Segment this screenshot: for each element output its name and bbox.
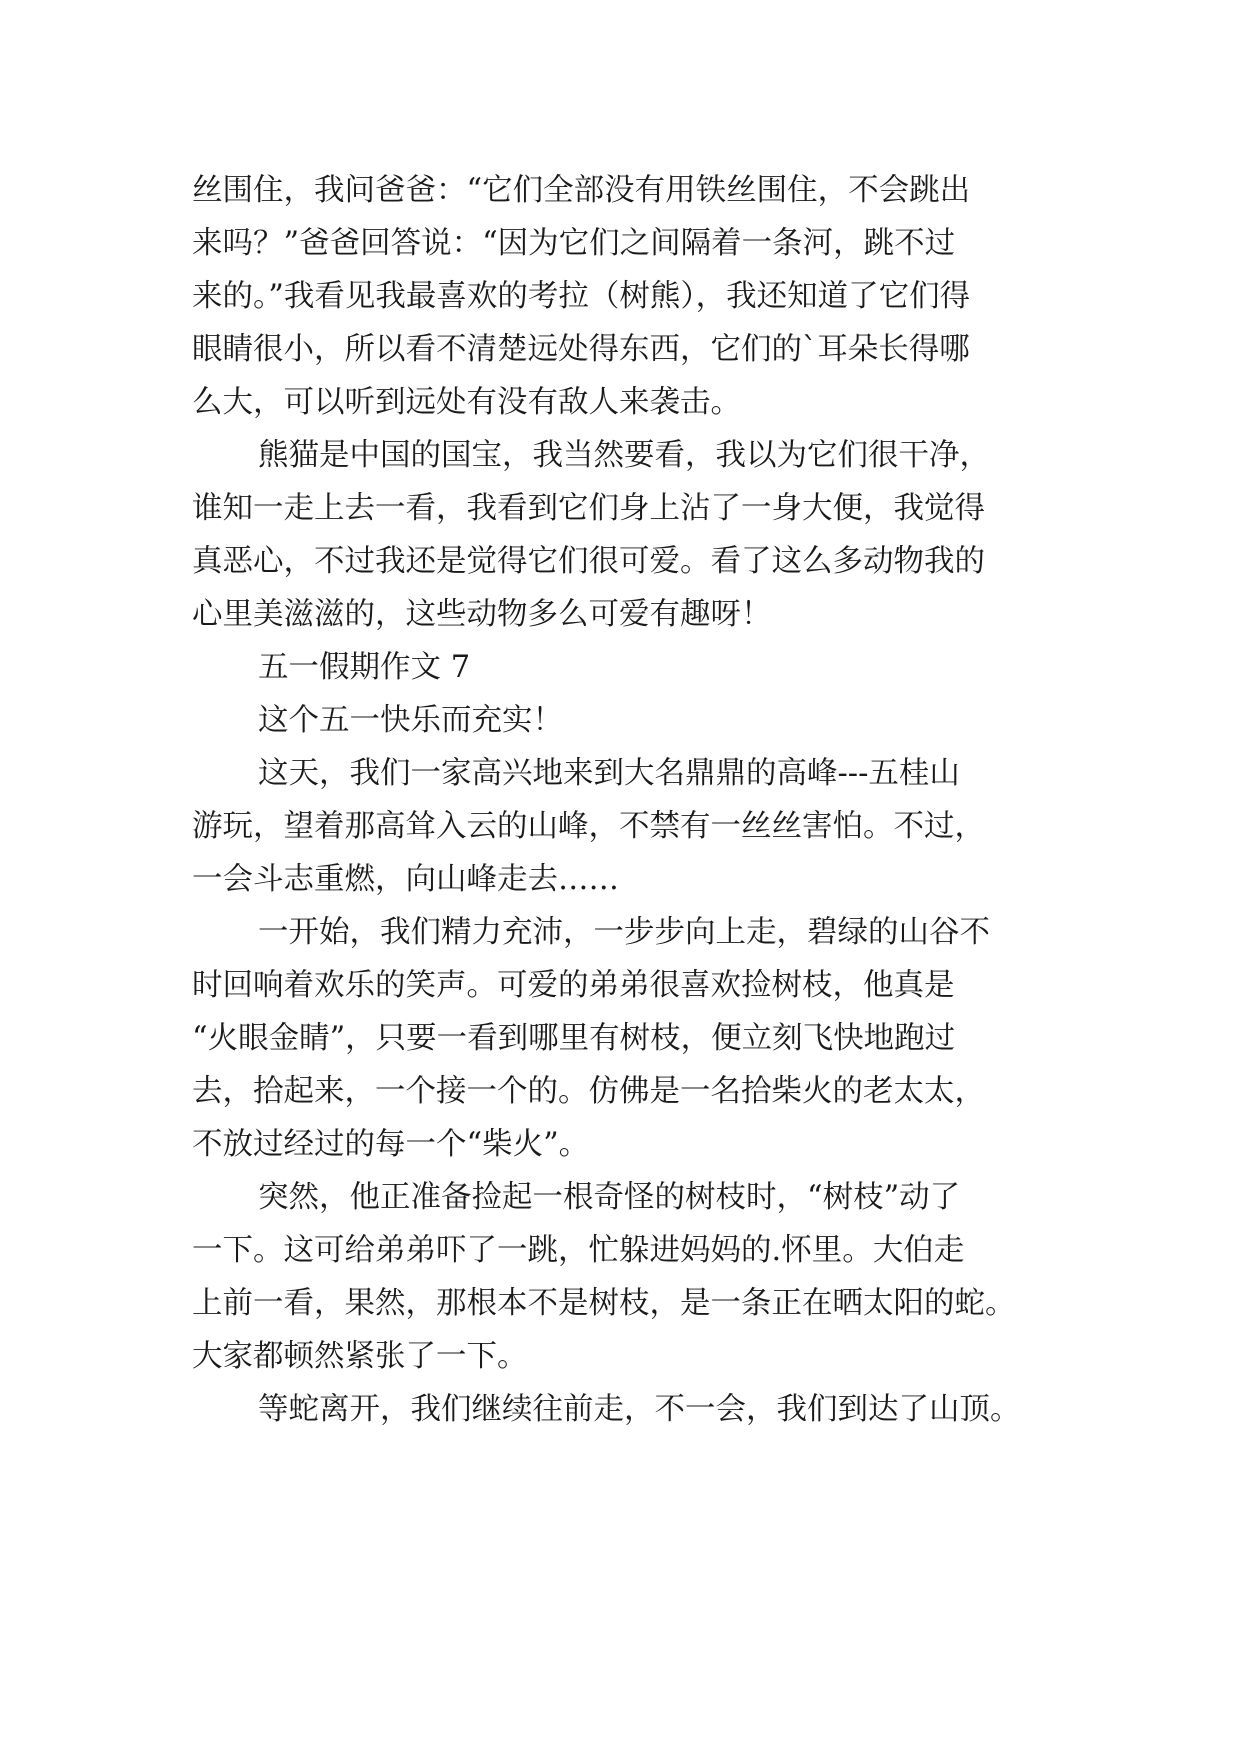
text-line: 去，拾起来，一个接一个的。仿佛是一名拾柴火的老太太， bbox=[192, 1074, 985, 1109]
text-line: 上前一看，果然，那根本不是树枝，是一条正在晒太阳的蛇。 bbox=[192, 1286, 1016, 1321]
text-line: 不放过经过的每一个“柴火”。 bbox=[192, 1127, 590, 1162]
paragraph-first-line: 等蛇离开，我们继续往前走，不一会，我们到达了山顶。 bbox=[258, 1392, 1021, 1427]
text-line: “火眼金睛”，只要一看到哪里有树枝，便立刻飞快地跑过 bbox=[192, 1021, 956, 1056]
text-line: 游玩，望着那高耸入云的山峰，不禁有一丝丝害怕。不过， bbox=[192, 809, 985, 844]
text-line: 眼睛很小，所以看不清楚远处得东西，它们的`耳朵长得哪 bbox=[192, 332, 970, 367]
text-line: 来吗？”爸爸回答说：“因为它们之间隔着一条河，跳不过 bbox=[192, 226, 956, 261]
text-line: 谁知一走上去一看，我看到它们身上沾了一身大便，我觉得 bbox=[192, 491, 985, 526]
text-line: 大家都顿然紧张了一下。 bbox=[192, 1339, 528, 1374]
paragraph-first-line: 突然，他正准备捡起一根奇怪的树枝时，“树枝”动了 bbox=[258, 1180, 961, 1215]
paragraph-first-line: 一开始，我们精力充沛，一步步向上走，碧绿的山谷不 bbox=[258, 915, 990, 950]
paragraph-first-line: 熊猫是中国的国宝，我当然要看，我以为它们很干净， bbox=[258, 438, 990, 473]
text-line: 一会斗志重燃，向山峰走去…… bbox=[192, 862, 619, 897]
text-line: 么大，可以听到远处有没有敌人来袭击。 bbox=[192, 385, 741, 420]
paragraph-first-line: 这个五一快乐而充实！ bbox=[258, 703, 563, 738]
text-line: 时回响着欢乐的笑声。可爱的弟弟很喜欢捡树枝，他真是 bbox=[192, 968, 955, 1003]
text-line: 真恶心，不过我还是觉得它们很可爱。看了这么多动物我的 bbox=[192, 544, 985, 579]
text-line: 心里美滋滋的，这些动物多么可爱有趣呀！ bbox=[192, 597, 772, 632]
paragraph-first-line: 这天，我们一家高兴地来到大名鼎鼎的高峰---五桂山 bbox=[258, 756, 960, 791]
text-line: 丝围住，我问爸爸：“它们全部没有用铁丝围住，不会跳出 bbox=[192, 173, 971, 208]
section-heading: 五一假期作文 7 bbox=[258, 650, 471, 685]
text-line: 来的。”我看见我最喜欢的考拉（树熊），我还知道了它们得 bbox=[192, 279, 971, 314]
text-line: 一下。这可给弟弟吓了一跳，忙躲进妈妈的.怀里。大伯走 bbox=[192, 1233, 965, 1268]
